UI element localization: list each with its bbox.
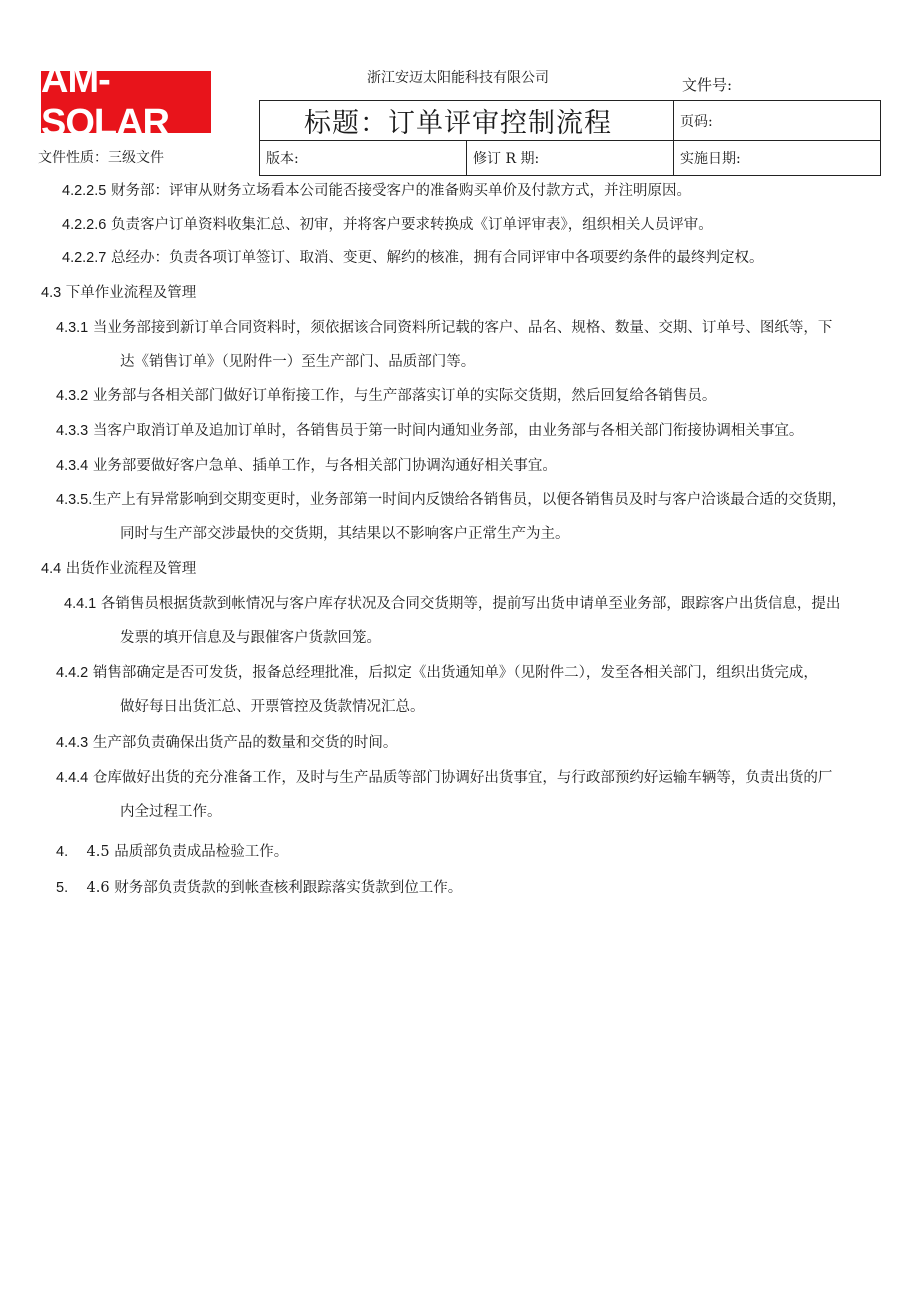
page-label: 页码: — [674, 101, 881, 141]
para-4-3-4: 4.3.4 业务部要做好客户急单、插单工作，与各相关部门协调沟通好相关事宜。 — [56, 458, 557, 474]
version-label: 版本: — [260, 141, 467, 176]
company-logo: AM-SOLAR — [41, 71, 211, 133]
para-4-2-2-6: 4.2.2.6 负责客户订单资料收集汇总、初审，并将客户要求转换成《订单评审表》，组织相关人员评审。 — [62, 217, 713, 233]
company-name: 浙江安迈太阳能科技有限公司 — [367, 70, 549, 86]
para-4-4-2: 4.4.2 销售部确定是否可发货，报备总经理批准，后拟定《出货通知单》（见附件二），发至各相关部门，组织出货完成， — [56, 665, 818, 681]
doc-title: 标题：订单评审控制流程 — [260, 101, 674, 141]
effective-date-label: 实施日期: — [674, 141, 881, 176]
para-4-4-1: 4.4.1 各销售员根据货款到帐情况与客户库存状况及合同交货期等，提前写出货申请单至业务部，跟踪客户出货信息，提出 — [64, 596, 841, 612]
para-4-4-1-cont: 发票的填开信息及与跟催客户货款回笼。 — [120, 630, 381, 646]
para-4-4-2-cont: 做好每日出货汇总、开票管控及货款情况汇总。 — [120, 699, 425, 715]
doc-number-label: 文件号: — [682, 76, 733, 94]
para-4-4-4: 4.4.4 仓库做好出货的充分准备工作，及时与生产品质等部门协调好出货事宜，与行政部预约好运输车辆等，负责出货的厂 — [56, 770, 833, 786]
para-4-5: 4. 4.5 品质部负责成品检验工作。 — [56, 844, 289, 860]
para-4-2-2-7: 4.2.2.7 总经办：负责各项订单签订、取消、变更、解约的核准，拥有合同评审中各项要约条件的最终判定权。 — [62, 250, 764, 266]
revision-label: 修订 R 期: — [467, 141, 674, 176]
para-4-3-5: 4.3.5.生产上有异常影响到交期变更时，业务部第一时间内反馈给各销售员，以便各销售员及时与客户洽谈最合适的交货期， — [56, 492, 847, 508]
para-4-2-2-5: 4.2.2.5 财务部：评审从财务立场看本公司能否接受客户的准备购买单价及付款方式，并注明原因。 — [62, 183, 691, 199]
doc-nature: 文件性质：三级文件 — [38, 150, 164, 166]
section-4-3-heading: 4.3 下单作业流程及管理 — [41, 285, 197, 301]
para-4-6: 5. 4.6 财务部负责货款的到帐查核利跟踪落实货款到位工作。 — [56, 880, 463, 896]
section-4-4-heading: 4.4 出货作业流程及管理 — [41, 561, 197, 577]
para-4-3-1: 4.3.1 当业务部接到新订单合同资料时，须依据该合同资料所记载的客户、品名、规格、数量、交期、订单号、图纸等，下 — [56, 320, 833, 336]
para-4-4-3: 4.4.3 生产部负责确保出货产品的数量和交货的时间。 — [56, 735, 398, 751]
para-4-3-1-cont: 达《销售订单》（见附件一）至生产部门、品质部门等。 — [120, 354, 476, 370]
para-4-3-2: 4.3.2 业务部与各相关部门做好订单衔接工作，与生产部落实订单的实际交货期，然后回复给各销售员。 — [56, 388, 717, 404]
para-4-3-3: 4.3.3 当客户取消订单及追加订单时，各销售员于第一时间内通知业务部，由业务部与各相关部门衔接协调相关事宜。 — [56, 423, 804, 439]
para-4-4-4-cont: 内全过程工作。 — [120, 804, 222, 820]
para-4-3-5-cont: 同时与生产部交涉最快的交货期，其结果以不影响客户正常生产为主。 — [120, 526, 570, 542]
header-table — [259, 100, 881, 176]
